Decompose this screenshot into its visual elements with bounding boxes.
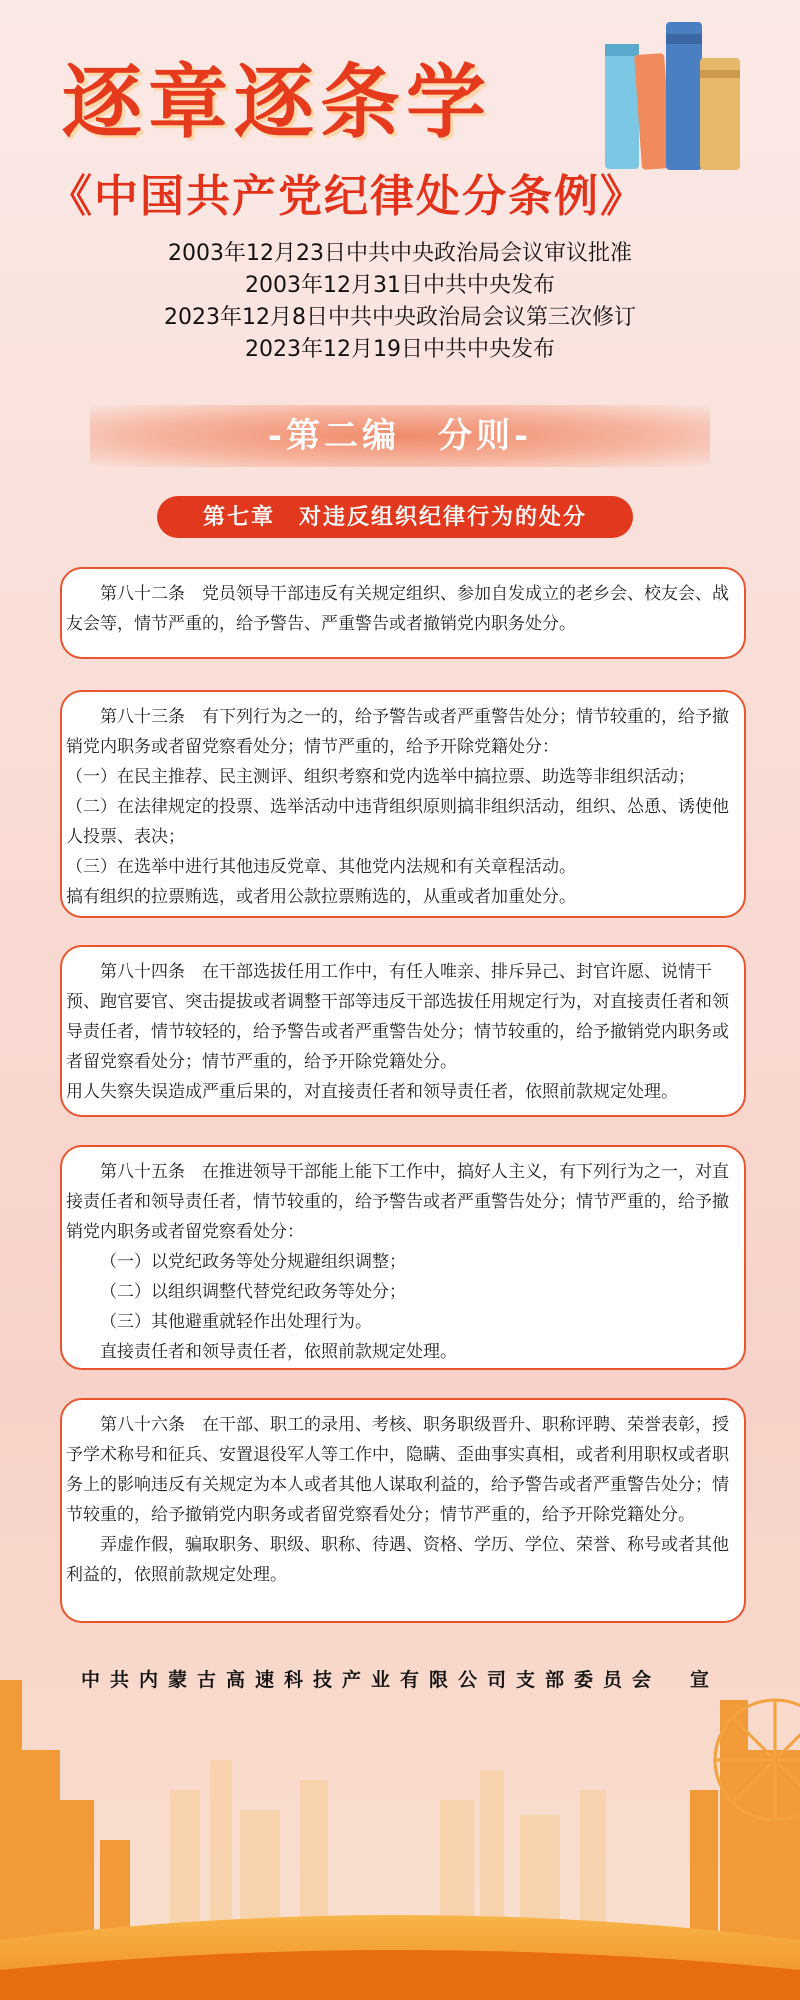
article-paragraph: 用人失察失误造成严重后果的，对直接责任者和领导责任者，依照前款规定处理。 [66, 1082, 678, 1102]
article-paragraph: 搞有组织的拉票贿选，或者用公款拉票贿选的，从重或者加重处分。 [66, 887, 576, 907]
date-line: 2003年12月31日中共中央发布 [245, 273, 555, 298]
article-paragraph: 第八十五条 在推进领导干部能上能下工作中，搞好人主义，有下列行为之一，对直接责任者和领导责任者，情节较重的，给予警告或者严重警告处分；情节严重的，给予撤销党内职务或者留党察看处分： [66, 1162, 729, 1242]
article-paragraph: 第八十三条 有下列行为之一的，给予警告或者严重警告处分；情节较重的，给予撤销党内职务或者留党察看处分；情节严重的，给予开除党籍处分： [66, 707, 729, 757]
chapter-heading: 第七章 对违反组织纪律行为的处分 [157, 496, 633, 538]
article-box [60, 1398, 746, 1623]
date-list [0, 238, 800, 366]
article-paragraph: 弄虚作假，骗取职务、职级、职称、待遇、资格、学历、学位、荣誉、称号或者其他利益的，依照前款规定处理。 [66, 1535, 729, 1585]
city-skyline-icon [0, 1640, 800, 2000]
article-paragraph: 第八十二条 党员领导干部违反有关规定组织、参加自发成立的老乡会、校友会、战友会等，情节严重的，给予警告、严重警告或者撤销党内职务处分。 [66, 584, 729, 634]
article-box [60, 567, 746, 659]
books-icon [600, 14, 750, 174]
article-paragraph: （一）在民主推荐、民主测评、组织考察和党内选举中搞拉票、助选等非组织活动； [66, 767, 695, 787]
section-heading: -第二编 分则- [90, 405, 710, 467]
article-box [60, 945, 746, 1117]
article-paragraph: （三）在选举中进行其他违反党章、其他党内法规和有关章程活动。 [66, 857, 576, 877]
poster-title: 逐章逐条学 [62, 55, 492, 149]
article-box [60, 1145, 746, 1370]
article-paragraph: 第八十四条 在干部选拔任用工作中，有任人唯亲、排斥异己、封官许愿、说情干预、跑官要官、突击提拔或者调整干部等违反干部选拔任用规定行为，对直接责任者和领导责任者，情节较轻的，给予警告或者严重警告处分；情节较重的，给予撤销党内职务或者留党察看处分；情节严重的，给予开除党籍处分。 [66, 962, 729, 1072]
publisher-footer: 中共内蒙古高速科技产业有限公司支部委员会 宣 [80, 1669, 719, 1691]
poster-subtitle: 《中国共产党纪律处分条例》 [48, 171, 646, 222]
article-paragraph: （一）以党纪政务等处分规避组织调整； [100, 1252, 406, 1272]
article-paragraph: （三）其他避重就轻作出处理行为。 [100, 1312, 372, 1332]
article-paragraph: 直接责任者和领导责任者，依照前款规定处理。 [100, 1342, 457, 1362]
article-paragraph: （二）在法律规定的投票、选举活动中违背组织原则搞非组织活动，组织、怂恿、诱使他人投票、表决； [66, 797, 729, 847]
article-paragraph: （二）以组织调整代替党纪政务等处分； [100, 1282, 406, 1302]
date-line: 2003年12月23日中共中央政治局会议审议批准 [168, 241, 632, 266]
article-paragraph: 第八十六条 在干部、职工的录用、考核、职务职级晋升、职称评聘、荣誉表彰，授予学术称号和征兵、安置退役军人等工作中，隐瞒、歪曲事实真相，或者利用职权或者职务上的影响违反有关规定为本人或者其他人谋取利益的，给予警告或者严重警告处分；情节较重的，给予撤销党内职务或者留党察看处分；情节严重的，给予开除党籍处分。 [66, 1415, 729, 1525]
article-box [60, 690, 746, 918]
date-line: 2023年12月19日中共中央发布 [245, 337, 555, 362]
date-line: 2023年12月8日中共中央政治局会议第三次修订 [164, 305, 636, 330]
